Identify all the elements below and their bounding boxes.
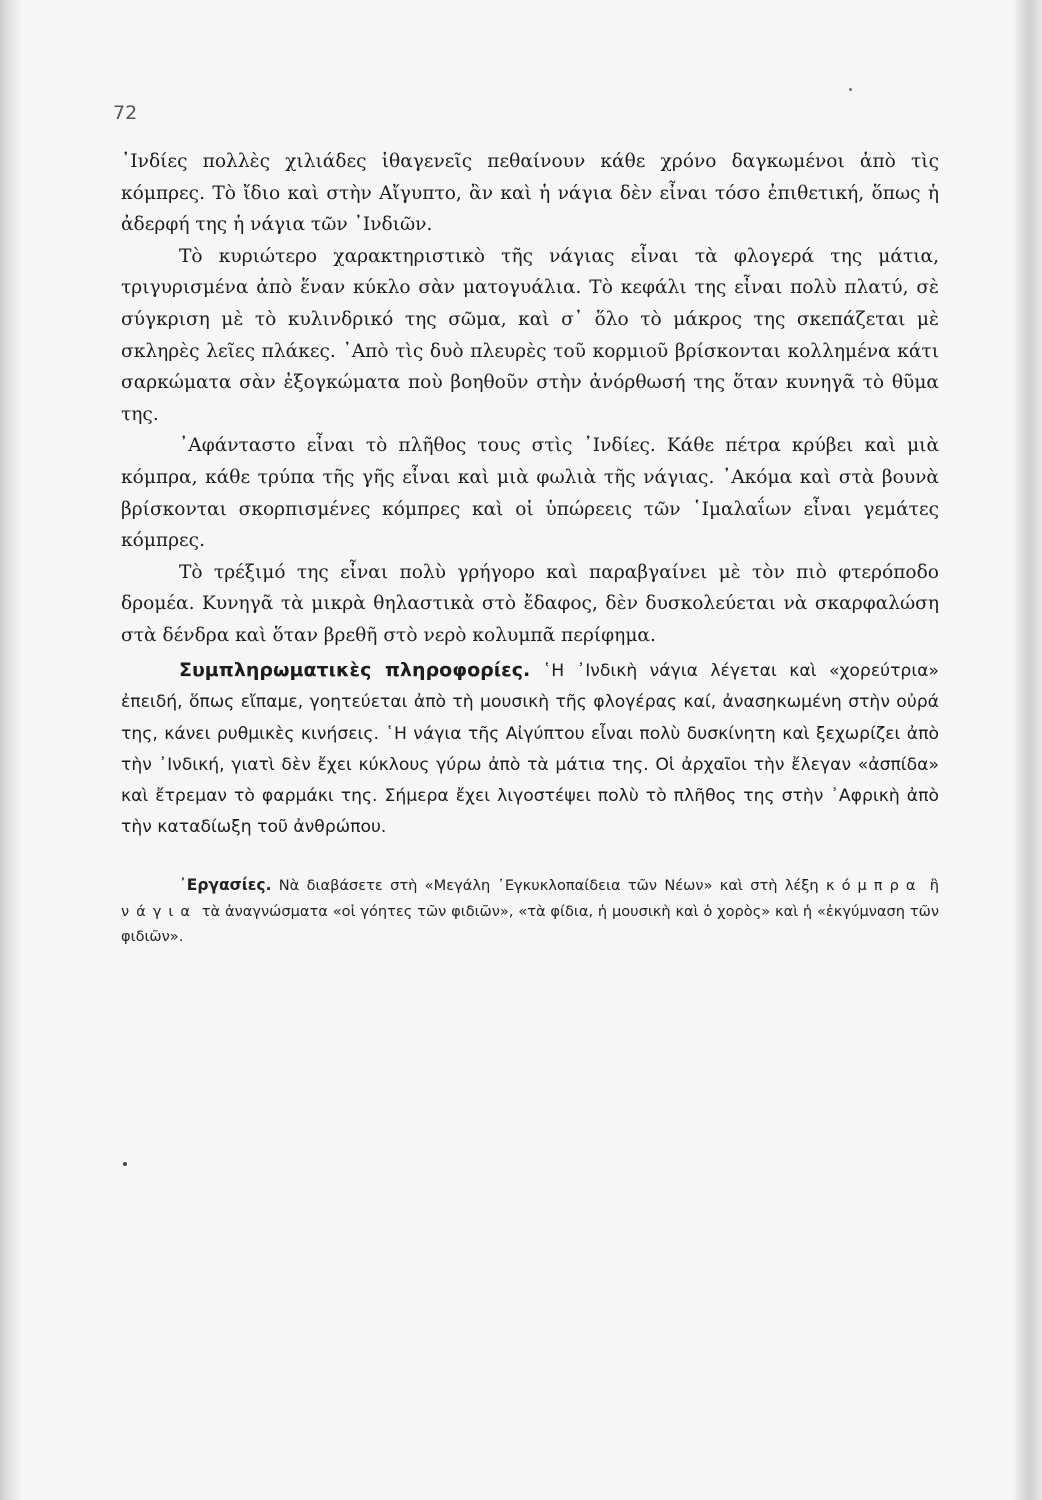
paragraph: ᾿Αφάνταστο εἶναι τὸ πλῆθος τους στὶς ᾿Ινδίες. Κάθε πέτρα κρύβει καὶ μιὰ κόμπρα, κάθε τρύπα τῆς γῆς εἶναι καὶ μιὰ φωλιὰ τῆς νάγιας. ᾿Ακόμα καὶ στὰ βουνὰ βρίσκονται σκορπισμένες κόμπρες καὶ οἱ ὑπώρεεις τῶν ῾Ιμαλαΐων εἶναι γεμάτες κόμπρες. bbox=[121, 435, 939, 552]
tasks-spaced-word: νάγια bbox=[121, 902, 197, 920]
paragraph: ᾿Ινδίες πολλὲς χιλιάδες ἰθαγενεῖς πεθαίνουν κάθε χρόνο δαγκωμένοι ἀπὸ τὶς κόμπρες. Τὸ ἴδιο καὶ στὴν Αἴγυπτο, ἂν καὶ ἡ νάγια δὲν εἶναι τόσο ἐπιθετική, ὅπως ἡ ἀδερφή της ἡ νάγια τῶν ᾿Ινδιῶν. bbox=[121, 151, 939, 236]
tasks-heading: ᾿Εργασίες. bbox=[179, 876, 272, 894]
paragraph: Τὸ κυριώτερο χαρακτηριστικὸ τῆς νάγιας εἶναι τὰ φλογερά της μάτια, τριγυρισμένα ἀπὸ ἕναν κύκλο σὰν ματογυάλια. Τὸ κεφάλι της εἶναι πολὺ πλατύ, σὲ σύγκριση μὲ τὸ κυλινδρικό της σῶμα, καὶ σ᾿ ὅλο τὸ μάκρος της σκεπάζεται μὲ σκληρὲς λεῖες πλάκες. ᾿Απὸ τὶς δυὸ πλευρὲς τοῦ κορμιοῦ βρίσκονται κολλημένα κάτι σαρκώματα σὰν ἐξογκώματα ποὺ βοηθοῦν στὴν ἀνόρθωσή της ὅταν κυνηγᾶ τὸ θῦμα της. bbox=[121, 245, 939, 425]
tasks-spaced-word: κόμπρα bbox=[825, 877, 923, 894]
scan-shadow-left bbox=[3, 0, 21, 1500]
supplementary-heading: Συμπληρωματικὲς πληροφορίες. bbox=[179, 659, 531, 681]
supplementary-text: ῾Η ᾿Ινδικὴ νάγια λέγεται καὶ «χορεύτρια» ἐπειδή, ὅπως εἴπαμε, γοητεύεται ἀπὸ τὴ μουσικὴ τῆς φλογέρας καί, ἀνασηκωμένη στὴν οὐρά της, κάνει ρυθμικὲς κινήσεις. ῾Η νάγια τῆς Αἰγύπτου εἶναι πολὺ δυσκίνητη καὶ ξεχωρίζει ἀπὸ τὴν ᾿Ινδική, γιατὶ δὲν ἔχει κύκλους γύρω ἀπὸ τὰ μάτια της. Οἱ ἀρχαῖοι τὴν ἔλεγαν «ἀσπίδα» καὶ ἔτρεμαν τὸ φαρμάκι της. Σήμερα ἔχει λιγοστέψει πολὺ τὸ πλῆθος της στὴν ᾿Αφρικὴ ἀπὸ τὴν καταδίωξη τοῦ ἀνθρώπου. bbox=[121, 661, 939, 838]
ink-speck bbox=[849, 88, 852, 91]
tasks-text-before: Νὰ διαβάσετε στὴ «Μεγάλη ῾Εγκυκλοπαίδεια τῶν Νέων» καὶ στὴ λέξη bbox=[271, 877, 826, 894]
tasks-section bbox=[121, 873, 939, 950]
tasks-text-after: τὰ ἀναγνώσματα «οἱ γόητες τῶν φιδιῶν», «τὰ φίδια, ἡ μουσικὴ καὶ ὁ χορὸς» καὶ ἡ «ἐκγύμναση τῶν φιδιῶν». bbox=[121, 902, 939, 945]
scan-shadow-right bbox=[1012, 0, 1042, 1500]
supplementary-info bbox=[121, 655, 939, 844]
paragraph: Τὸ τρέξιμό της εἶναι πολὺ γρήγορο καὶ παραβγαίνει μὲ τὸν πιὸ φτερόποδο δρομέα. Κυνηγᾶ τὰ μικρὰ θηλαστικὰ στὸ ἔδαφος, δὲν δυσκολεύεται νὰ σκαρφαλώση στὰ δένδρα καὶ ὅταν βρεθῆ στὸ νερὸ κολυμπᾶ περίφημα. bbox=[121, 561, 939, 646]
main-text bbox=[121, 146, 939, 652]
ink-speck bbox=[123, 1162, 127, 1166]
page-number: 72 bbox=[113, 102, 138, 124]
tasks-text-middle: ἢ bbox=[922, 877, 940, 894]
